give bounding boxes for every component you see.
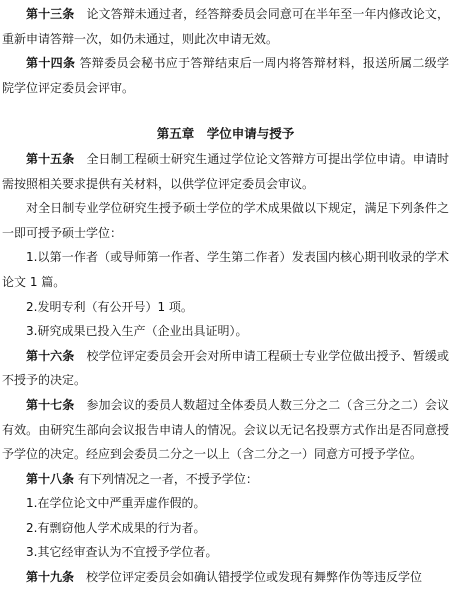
body-paragraph (2, 245, 449, 294)
article-paragraph (2, 344, 449, 393)
article-paragraph (2, 51, 449, 100)
paragraph-text: 全日制工程硕士研究生通过学位论文答辩方可提出学位申请。申请时需按照相关要求提供有关材料，以供学位评定委员会审议。 (2, 151, 449, 191)
body-paragraph (2, 540, 449, 565)
paragraph-text: 2.有剽窃他人学术成果的行为者。 (26, 520, 206, 535)
paragraph-text: 1.以第一作者（或导师第一作者、学生第二作者）发表国内核心期刊收录的学术论文 1 篇。 (2, 250, 449, 289)
paragraph-text: 3.研究成果已投入生产（企业出具证明）。 (26, 324, 248, 339)
chapter-title: 第五章 学位申请与授予 (156, 126, 295, 142)
body-paragraph (2, 491, 449, 516)
article-paragraph (2, 2, 449, 51)
article-number: 第十六条 (26, 348, 75, 363)
article-number: 第十八条 (26, 471, 75, 486)
paragraph-text: 2.发明专利（有公开号）1 项。 (26, 299, 193, 314)
article-number: 第十七条 (26, 397, 75, 412)
body-paragraph (2, 295, 449, 320)
paragraph-text: 3.其它经审查认为不宜授予学位者。 (26, 545, 218, 560)
paragraph-text: 校学位评定委员会开会对所申请工程硕士专业学位做出授予、暂缓或不授予的决定。 (2, 348, 449, 388)
section-after-chapter (2, 147, 449, 590)
article-number: 第十三条 (26, 7, 75, 21)
body-paragraph (2, 516, 449, 541)
article-paragraph (2, 565, 449, 590)
article-number: 第十九条 (26, 570, 75, 585)
paragraph-text: 答辩委员会秘书应于答辩结束后一周内将答辩材料，报送所属二级学院学位评定委员会评审。 (2, 56, 449, 95)
paragraph-text: 有下列情况之一者，不授予学位： (74, 471, 258, 486)
paragraph-text: 论文答辩未通过者，经答辩委员会同意可在半年至一年内修改论文，重新申请答辩一次，如仍未通过，则此次申请无效。 (2, 7, 449, 46)
paragraph-text: 校学位评定委员会如确认错授学位或发现有舞弊作伪等违反学位 (74, 570, 423, 585)
body-paragraph (2, 319, 449, 344)
section-gap (2, 100, 449, 122)
article-number: 第十五条 (26, 151, 75, 166)
paragraph-text: 对全日制专业学位研究生授予硕士学位的学术成果做以下规定，满足下列条件之一即可授予硕士学位： (2, 201, 449, 240)
paragraph-text: 1.在学位论文中严重弄虚作假的。 (26, 496, 206, 511)
article-paragraph (2, 393, 449, 467)
section-before-chapter (2, 2, 449, 100)
body-paragraph (2, 196, 449, 245)
paragraph-text: 参加会议的委员人数超过全体委员人数三分之二（含三分之二）会议有效。由研究生部向会议报告申请人的情况。会议以无记名投票方式作出是否同意授予学位的决定。经应到会委员二分之一以上（含二分之一）同意方可授予学位。 (2, 397, 449, 462)
article-paragraph (2, 147, 449, 196)
article-paragraph (2, 467, 449, 492)
article-number: 第十四条 (26, 56, 76, 71)
